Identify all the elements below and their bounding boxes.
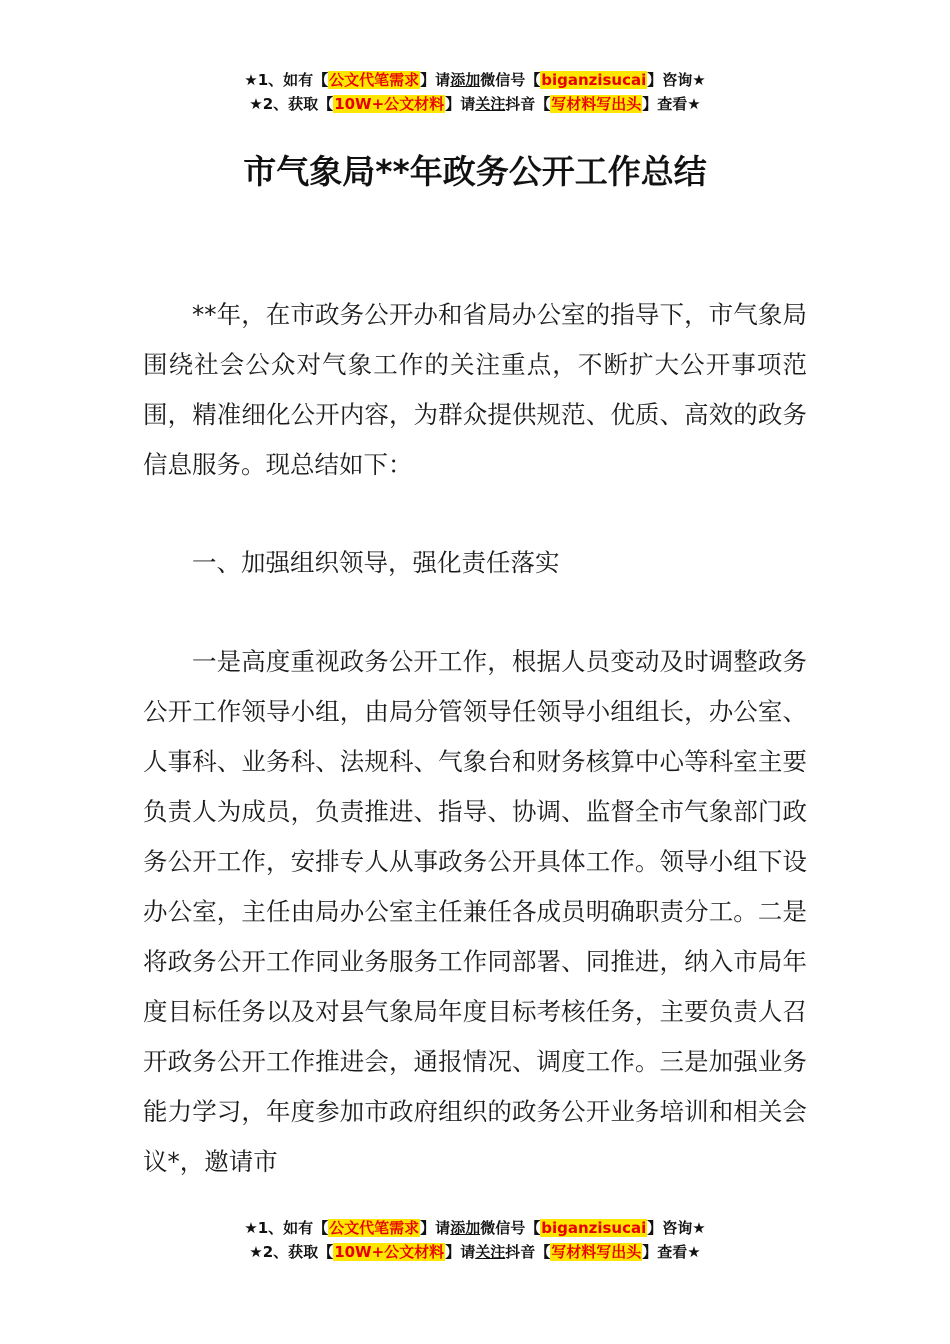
promo-text: 】查看★ [642, 95, 701, 113]
promo-emphasis: 添加 [450, 71, 481, 89]
intro-paragraph-block [143, 290, 807, 490]
promo-banner-top [0, 68, 950, 116]
promo-highlight: 公文代笔需求 [329, 1219, 420, 1237]
promo-text: 】查看★ [642, 1243, 701, 1261]
promo-text: 】咨询★ [647, 71, 706, 89]
promo-highlight: 写材料写出头 [551, 95, 642, 113]
promo-text: 微信号【 [480, 71, 541, 89]
promo-emphasis: 关注 [475, 95, 506, 113]
promo-text: ★2、获取【 [249, 95, 334, 113]
promo-text: 抖音【 [505, 1243, 551, 1261]
promo-text: 】请 [420, 1219, 451, 1237]
promo-line-2 [0, 1240, 950, 1264]
promo-text: 微信号【 [480, 1219, 541, 1237]
promo-text: 】请 [420, 71, 451, 89]
section-body-block [143, 637, 807, 1187]
promo-line-2 [0, 92, 950, 116]
promo-line-1 [0, 1216, 950, 1240]
document-title: 市气象局**年政务公开工作总结 [243, 152, 707, 191]
promo-text: ★2、获取【 [249, 1243, 334, 1261]
promo-text: 】请 [445, 1243, 476, 1261]
promo-text: 】请 [445, 95, 476, 113]
section-heading: 一、加强组织领导，强化责任落实 [192, 548, 560, 577]
promo-line-1 [0, 68, 950, 92]
promo-emphasis: 关注 [475, 1243, 506, 1261]
promo-highlight: biganzisucai [541, 71, 647, 89]
promo-text: ★1、如有【 [244, 1219, 329, 1237]
promo-text: ★1、如有【 [244, 71, 329, 89]
promo-highlight: 公文代笔需求 [329, 71, 420, 89]
intro-paragraph: **年，在市政务公开办和省局办公室的指导下，市气象局围绕社会公众对气象工作的关注重点，不断扩大公开事项范围，精准细化公开内容，为群众提供规范、优质、高效的政务信息服务。现总结如下： [143, 300, 807, 479]
promo-text: 】咨询★ [647, 1219, 706, 1237]
promo-banner-bottom [0, 1216, 950, 1264]
promo-highlight: 写材料写出头 [551, 1243, 642, 1261]
promo-emphasis: 添加 [450, 1219, 481, 1237]
section-body-paragraph: 一是高度重视政务公开工作，根据人员变动及时调整政务公开工作领导小组，由局分管领导任领导小组组长，办公室、人事科、业务科、法规科、气象台和财务核算中心等科室主要负责人为成员，负责推进、指导、协调、监督全市气象部门政务公开工作，安排专人从事政务公开具体工作。领导小组下设办公室，主任由局办公室主任兼任各成员明确职责分工。二是将政务公开工作同业务服务工作同部署、同推进，纳入市局年度目标任务以及对县气象局年度目标考核任务，主要负责人召开政务公开工作推进会，通报情况、调度工作。三是加强业务能力学习，年度参加市政府组织的政务公开业务培训和相关会议*，邀请市 [143, 647, 807, 1176]
promo-highlight: 10W+公文材料 [334, 1243, 445, 1261]
promo-highlight: 10W+公文材料 [334, 95, 445, 113]
section-heading-block [143, 538, 807, 588]
promo-highlight: biganzisucai [541, 1219, 647, 1237]
promo-text: 抖音【 [505, 95, 551, 113]
